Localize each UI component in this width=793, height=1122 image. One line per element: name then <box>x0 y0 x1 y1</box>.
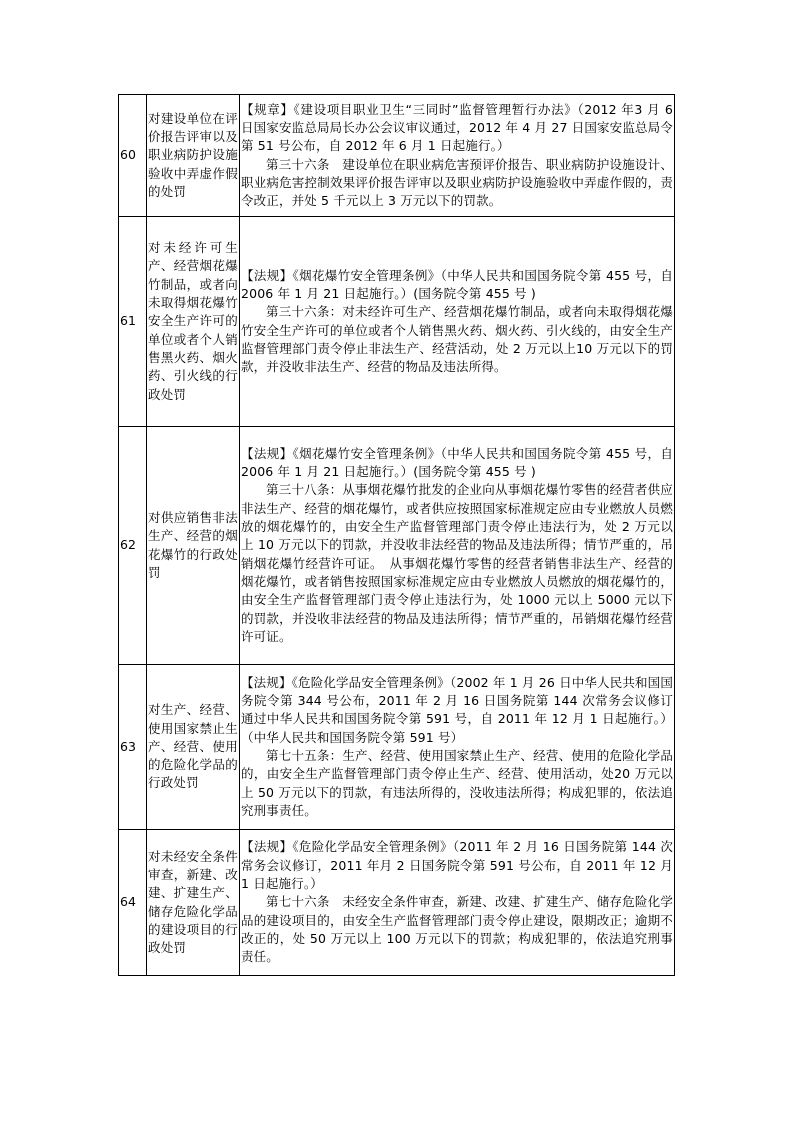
basis-source: 【法规】《危险化学品安全管理条例》（2002 年 1 月 26 日中华人民共和国国务院令第 344 号公布，2011 年 2 月 16 日国务院第 144 次常务会议修订通过中华人民共和国国务院令第 591 号，自 2011 年 12 月 1 日起施行。）（中华人民共和国国务院令第 591 号） <box>241 674 673 745</box>
basis-article: 第三十六条 建设单位在职业病危害预评价报告、职业病防护设施设计、职业病危害控制效果评价报告评审以及职业病防护设施验收中弄虚作假的，责令改正，并处 5 千元以上 3 万元以下的罚款。 <box>241 156 673 209</box>
basis-source: 【法规】《烟花爆竹安全管理条例》（中华人民共和国国务院令第 455 号，自 2006 年 1 月 21 日起施行。）(国务院令第 455 号 ) <box>241 445 673 480</box>
basis-source: 【法规】《危险化学品安全管理条例》（2011 年 2 月 16 日国务院第 144 次常务会议修订，2011 年月 2 日国务院令第 591 号公布，自 2011 年 12 月 1 日起施行。） <box>241 839 673 892</box>
legal-basis <box>240 217 675 427</box>
basis-article: 第七十五条：生产、经营、使用国家禁止生产、经营、使用的危险化学品的，由安全生产监督管理部门责令停止生产、经营、使用活动，处20 万元以上 50 万元以下的罚款，有违法所得的，没收违法所得；构成犯罪的，依法追究刑事责任。 <box>241 748 673 818</box>
basis-source: 【法规】《烟花爆竹安全管理条例》（中华人民共和国国务院令第 455 号，自 2006 年 1 月 21 日起施行。）(国务院令第 455 号 ) <box>241 267 673 301</box>
legal-basis <box>240 95 675 217</box>
table-row <box>119 95 675 217</box>
basis-article: 第三十六条：对未经许可生产、经营烟花爆竹制品，或者向未取得烟花爆竹安全生产许可的单位或者个人销售黑火药、烟火药、引火线的，由安全生产监督管理部门责令停止非法生产、经营活动，处 2 万元以上10 万元以下的罚款，并没收非法生产、经营的物品及违法所得。 <box>241 304 673 375</box>
row-number: 60 <box>119 95 147 217</box>
table-row <box>119 217 675 427</box>
penalty-table <box>118 94 675 976</box>
legal-basis <box>240 665 675 830</box>
penalty-item: 对未经安全条件审查，新建、改建、扩建生产、储存危险化学品的建设项目的行政处罚 <box>147 830 240 976</box>
basis-article: 第七十六条 未经安全条件审查，新建、改建、扩建生产、储存危险化学品的建设项目的，由安全生产监督管理部门责令停止建设，限期改正；逾期不改正的，处 50 万元以上 100 万元以下的罚款；构成犯罪的，依法追究刑事责任。 <box>241 894 673 965</box>
legal-basis <box>240 427 675 665</box>
penalty-item: 对建设单位在评价报告评审以及职业病防护设施验收中弄虚作假的处罚 <box>147 95 240 217</box>
row-number: 63 <box>119 665 147 830</box>
penalty-item: 对生产、经营、使用国家禁止生产、经营、使用的危险化学品的行政处罚 <box>147 665 240 830</box>
basis-source: 【规章】《建设项目职业卫生“三同时”监督管理暂行办法》（2012 年3 月 6 日国家安监总局局长办公会议审议通过，2012 年 4 月 27 日国家安监总局令第 51 号公布，自 2012 年 6 月 1 日起施行。） <box>241 101 673 154</box>
row-number: 64 <box>119 830 147 976</box>
table-row <box>119 427 675 665</box>
table-row <box>119 665 675 830</box>
row-number: 61 <box>119 217 147 427</box>
legal-basis <box>240 830 675 976</box>
table-row <box>119 830 675 976</box>
penalty-item: 对未经许可生产、经营烟花爆竹制品，或者向未取得烟花爆竹安全生产许可的单位或者个人销售黑火药、烟火药、引火线的行政处罚 <box>147 217 240 427</box>
basis-article: 第三十八条：从事烟花爆竹批发的企业向从事烟花爆竹零售的经营者供应非法生产、经营的烟花爆竹，或者供应按照国家标准规定应由专业燃放人员燃放的烟花爆竹的，由安全生产监督管理部门责令停止违法行为，处 2 万元以上 10 万元以下的罚款，并没收非法经营的物品及违法所得；情节严重的，吊销烟花爆竹经营许可证。 从事烟花爆竹零售的经营者销售非法生产、经营的烟花爆竹，或者销售按照国家标准规定应由专业燃放人员燃放的烟花爆竹的，由安全生产监督管理部门责令停止违法行为，处 1000 元以上 5000 元以下的罚款，并没收非法经营的物品及违法所得；情节严重的，吊销烟花爆竹经营许可证。 <box>241 482 673 644</box>
penalty-item: 对供应销售非法生产、经营的烟花爆竹的行政处罚 <box>147 427 240 665</box>
row-number: 62 <box>119 427 147 665</box>
